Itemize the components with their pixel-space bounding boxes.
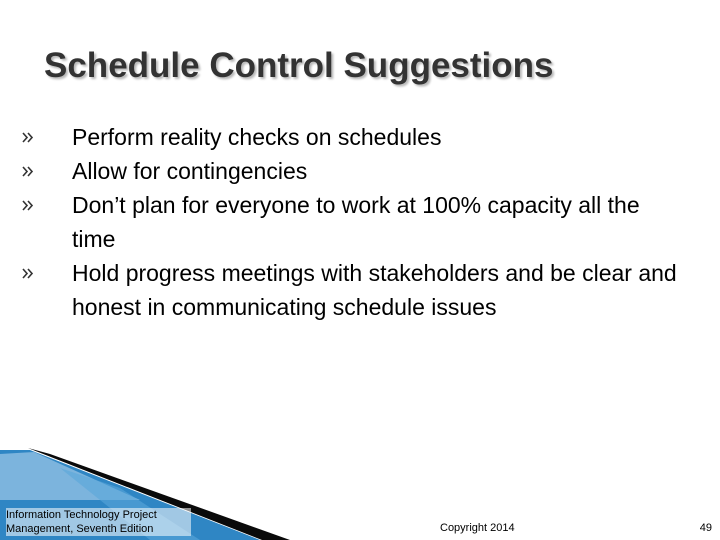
bullet-text: Perform reality checks on schedules (72, 124, 442, 150)
bullet-list (20, 120, 680, 324)
chevron-double-right-icon (20, 154, 72, 188)
chevron-double-right-icon (20, 256, 72, 290)
bullet-text: Allow for contingencies (72, 158, 308, 184)
bullet-text: Hold progress meetings with stakeholders and be clear and honest in communicating schedule issues (72, 260, 677, 320)
bullet-text: Don’t plan for everyone to work at 100% capacity all the time (72, 192, 640, 252)
bullet-item (20, 256, 680, 324)
slide-title: Schedule Control Suggestions (44, 46, 554, 85)
bullet-item (20, 120, 680, 154)
footer-source: Information Technology Project Management, Seventh Edition (6, 508, 191, 536)
bullet-item (20, 154, 680, 188)
chevron-double-right-icon (20, 188, 72, 222)
bullet-item (20, 188, 680, 256)
chevron-double-right-icon (20, 120, 72, 154)
page-number: 49 (699, 522, 712, 534)
footer-copyright: Copyright 2014 (440, 522, 515, 534)
